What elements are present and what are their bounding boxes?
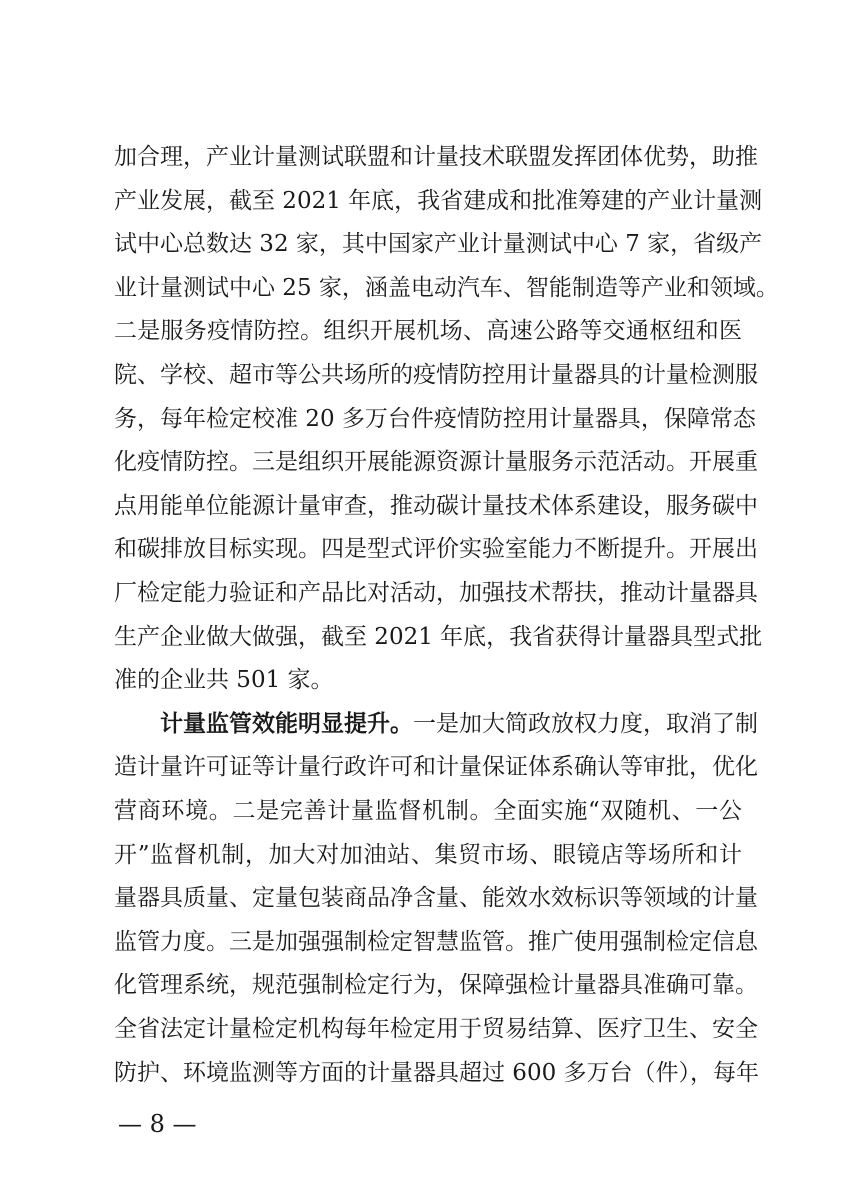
text-line: 加合理，产业计量测试联盟和计量技术联盟发挥团体优势，助推 (114, 144, 758, 170)
text-line: 营商环境。二是完善计量监督机制。全面实施“双随机、一公 (114, 798, 742, 824)
text-line: 业计量测试中心 25 家，涵盖电动汽车、智能制造等产业和领域。 (114, 274, 779, 301)
text-line: 二是服务疫情防控。组织开展机场、高速公路等交通枢纽和医 (114, 318, 742, 345)
text-line: 开”监督机制，加大对加油站、集贸市场、眼镜店等场所和计 (114, 841, 742, 868)
text-line: 产业发展，截至 2021 年底，我省建成和批准筹建的产业计量测 (114, 187, 763, 214)
text-line: 点用能单位能源计量审查，推动碳计量技术体系建设，服务碳中 (114, 492, 758, 519)
text-line: 化管理系统，规范强制检定行为，保障强检计量器具准确可靠。 (114, 972, 758, 999)
page-number: — 8 — (118, 1110, 197, 1139)
text-line: 全省法定计量检定机构每年检定用于贸易结算、医疗卫生、安全 (114, 1016, 758, 1042)
text-run: 一是加大简政放权力度，取消了制 (413, 710, 758, 737)
text-line: 量器具质量、定量包装商品净含量、能效水效标识等领域的计量 (114, 885, 758, 912)
paragraph-first-line (160, 709, 758, 739)
text-line: 厂检定能力验证和产品比对活动，加强技术帮扶，推动计量器具 (114, 580, 758, 606)
text-line: 务，每年检定校准 20 多万台件疫情防控用计量器具，保障常态 (114, 405, 756, 432)
text-line: 防护、环境监测等方面的计量器具超过 600 多万台（件），每年 (114, 1059, 760, 1086)
text-line: 化疫情防控。三是组织开展能源资源计量服务示范活动。开展重 (114, 449, 758, 476)
text-line: 生产企业做大做强，截至 2021 年底，我省获得计量器具型式批 (114, 623, 763, 650)
text-line: 试中心总数达 32 家，其中国家产业计量测试中心 7 家，省级产 (114, 231, 763, 258)
text-line: 监管力度。三是加强强制检定智慧监管。推广使用强制检定信息 (114, 928, 758, 955)
text-line: 院、学校、超市等公共场所的疫情防控用计量器具的计量检测服 (114, 362, 758, 388)
section-heading: 计量监管效能明显提升。 (160, 709, 413, 737)
text-line: 准的企业共 501 家。 (114, 667, 334, 694)
text-line: 造计量许可证等计量行政许可和计量保证体系确认等审批，优化 (114, 754, 758, 781)
text-line: 和碳排放目标实现。四是型式评价实验室能力不断提升。开展出 (114, 536, 758, 563)
